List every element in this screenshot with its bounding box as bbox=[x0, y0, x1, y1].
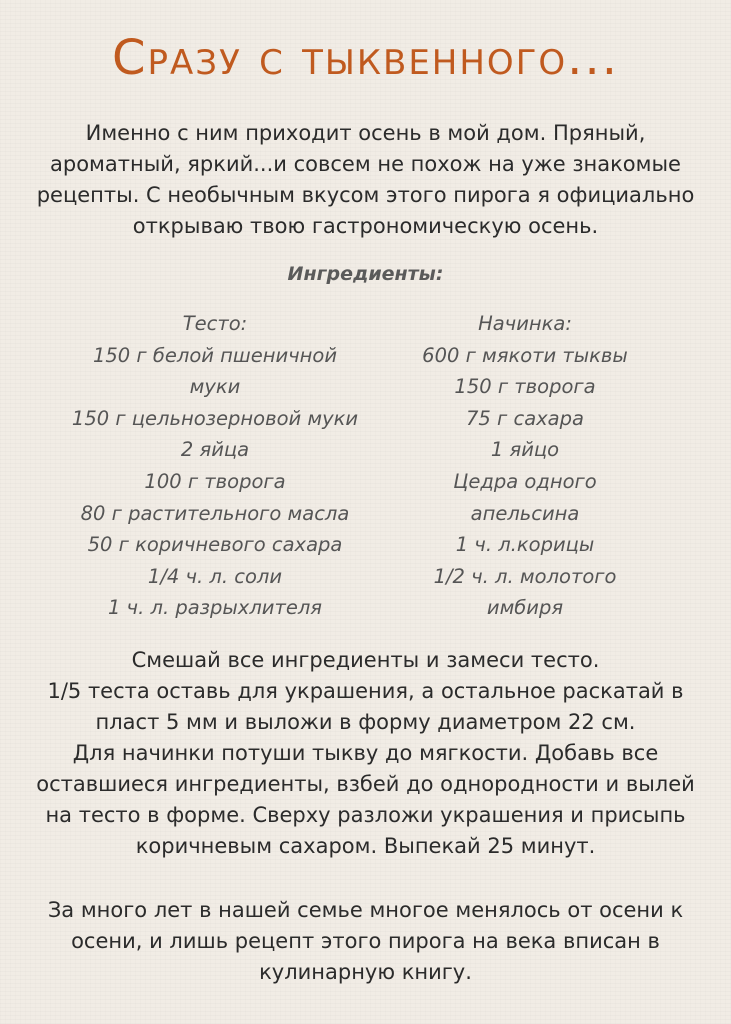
dough-heading: Тесто: bbox=[182, 312, 248, 335]
intro-line: открываю твою гастрономическую осень. bbox=[132, 214, 599, 238]
intro-line: ароматный, яркий...и совсем не похож на уже знакомые bbox=[50, 152, 681, 176]
method-paragraph bbox=[16, 645, 715, 862]
outro-line: кулинарную книгу. bbox=[259, 960, 472, 984]
intro-line: Именно с ним приходит осень в мой дом. Пряный, bbox=[85, 121, 646, 145]
filling-item: 150 г творога bbox=[454, 375, 596, 399]
outro-line: осени, и лишь рецепт этого пирога на века вписан в bbox=[71, 929, 660, 953]
filling-item: 1 яйцо bbox=[490, 438, 560, 462]
filling-heading: Начинка: bbox=[478, 312, 572, 335]
filling-item: 600 г мякоти тыквы bbox=[422, 343, 628, 367]
dough-item: 50 г коричневого сахара bbox=[87, 533, 343, 557]
dough-item: 150 г белой пшеничной bbox=[92, 343, 338, 367]
method-line: пласт 5 мм и выложи в форму диаметром 22 см. bbox=[95, 710, 636, 734]
filling-item: Цедра одного bbox=[453, 469, 597, 493]
dough-item: 1/4 ч. л. соли bbox=[147, 564, 283, 588]
dough-item: 100 г творога bbox=[144, 469, 286, 493]
filling-item: имбиря bbox=[486, 596, 564, 620]
outro-line: За много лет в нашей семье многое менялось от осени к bbox=[47, 898, 684, 922]
dough-item: 150 г цельнозерновой муки bbox=[71, 406, 359, 430]
filling-ingredients-list bbox=[375, 308, 675, 624]
outro-paragraph bbox=[16, 895, 715, 988]
method-line: оставшиеся ингредиенты, взбей до однородности и вылей bbox=[36, 772, 695, 796]
method-line: 1/5 теста оставь для украшения, а остальное раскатай в bbox=[47, 679, 684, 703]
method-line: Смешай все ингредиенты и замеси тесто. bbox=[131, 648, 600, 672]
intro-line: рецепты. С необычным вкусом этого пирога я официально bbox=[36, 183, 695, 207]
filling-item: апельсина bbox=[470, 501, 580, 525]
intro-paragraph bbox=[20, 118, 711, 242]
method-line: коричневым сахаром. Выпекай 25 минут. bbox=[135, 834, 596, 858]
dough-ingredients-list bbox=[50, 308, 380, 624]
filling-item: 1 ч. л.корицы bbox=[455, 533, 595, 557]
method-line: Для начинки потуши тыкву до мягкости. Добавь все bbox=[72, 741, 659, 765]
filling-item: 1/2 ч. л. молотого bbox=[433, 564, 617, 588]
dough-item: 1 ч. л. разрыхлителя bbox=[107, 596, 323, 620]
dough-item: 2 яйца bbox=[180, 438, 250, 462]
method-line: на тесто в форме. Сверху разложи украшения и присыпь bbox=[45, 803, 686, 827]
dough-item: муки bbox=[189, 375, 241, 399]
dough-item: 80 г растительного масла bbox=[80, 501, 350, 525]
ingredients-heading: Ингредиенты: bbox=[287, 263, 444, 285]
filling-item: 75 г сахара bbox=[466, 406, 584, 430]
page-title: Сразу с тыквенного... bbox=[112, 30, 619, 86]
